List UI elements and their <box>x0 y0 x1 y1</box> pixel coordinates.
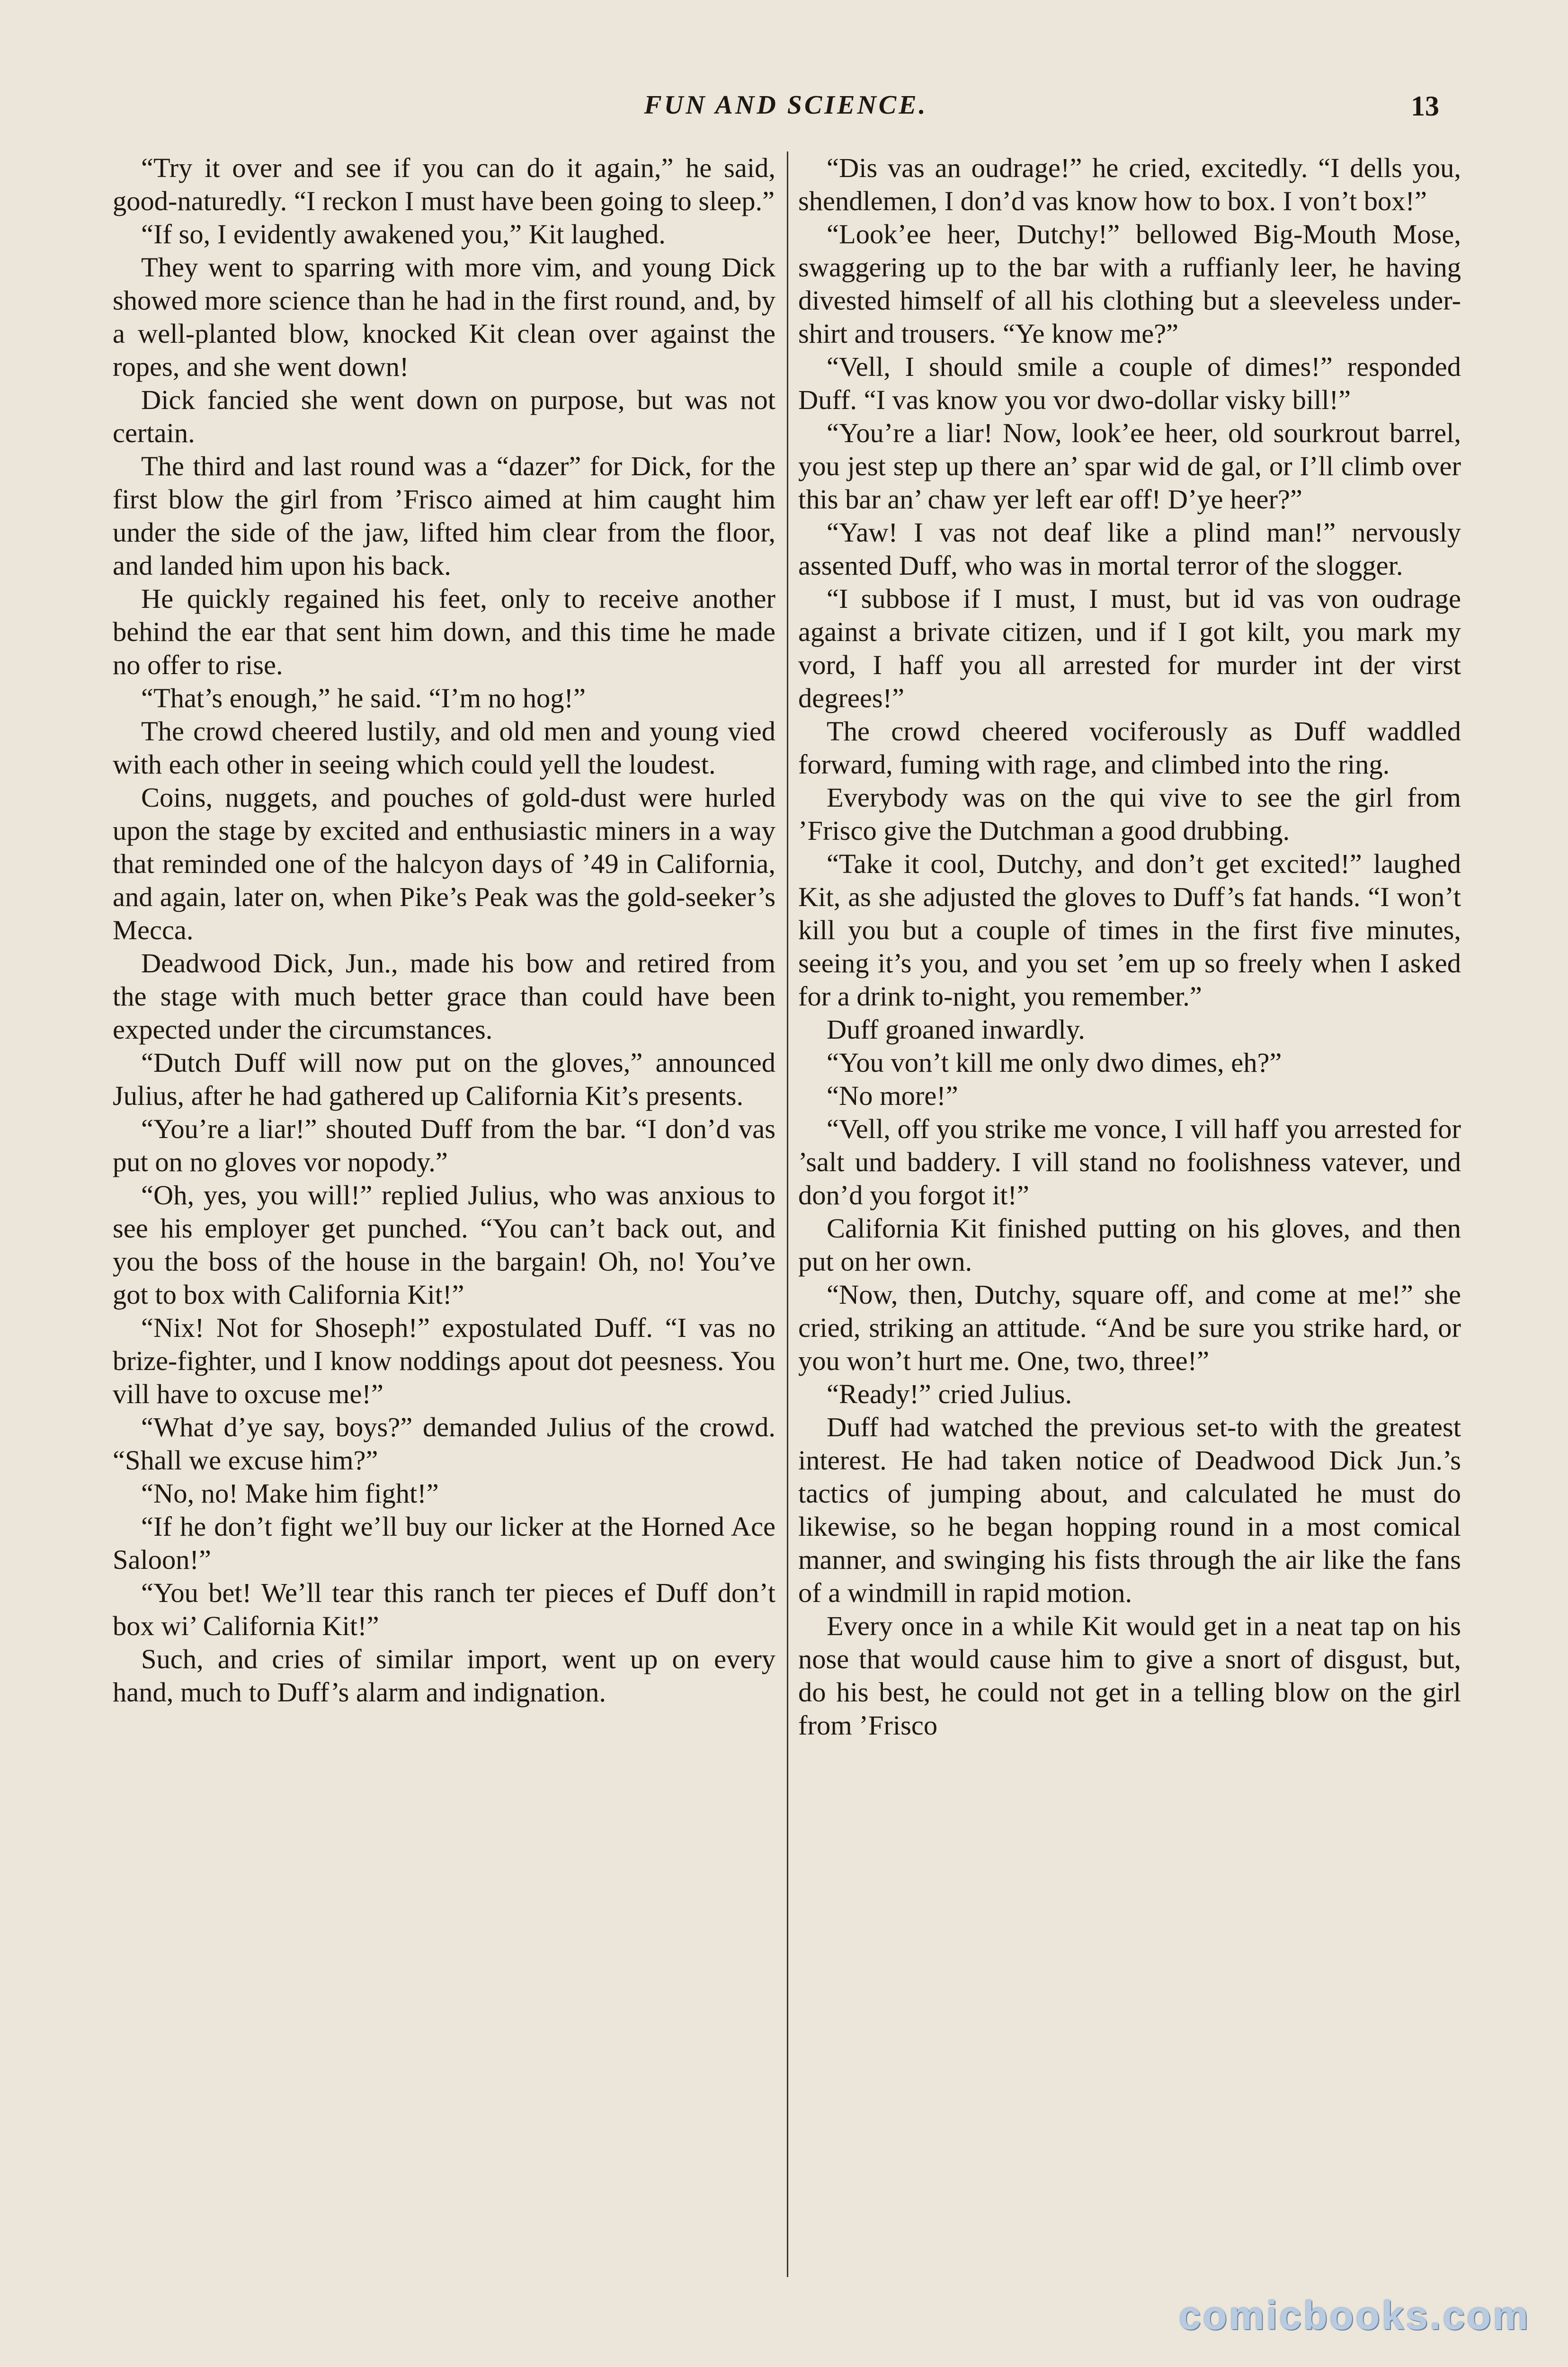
paragraph: Duff groaned inwardly. <box>827 1014 1085 1045</box>
paragraph: Every once in a while Kit would get in a neat tap on his nose that would cause him to give a snort of disgust, but, do his best, he could not get in a telling blow on the girl from ’Frisco <box>798 1611 1461 1741</box>
paragraph: Such, and cries of similar import, went up on every hand, much to Duff’s alarm and indignation. <box>113 1644 775 1708</box>
paragraph: Everybody was on the qui vive to see the girl from ’Frisco give the Dutchman a good drubbing. <box>798 782 1461 846</box>
paragraph: “You’re a liar!” shouted Duff from the bar. “I don’d vas put on no gloves vor nopody.” <box>113 1113 775 1177</box>
paragraph: “Yaw! I vas not deaf like a plind man!” nervously assented Duff, who was in mortal terror of the slogger. <box>798 517 1461 581</box>
running-title: FUN AND SCIENCE. <box>644 90 928 120</box>
page-number: 13 <box>1411 90 1439 122</box>
paragraph: “Ready!” cried Julius. <box>827 1379 1072 1409</box>
paragraph: “I subbose if I must, I must, but id vas von oudrage against a brivate citizen, und if I got kilt, you mark my vord, I haff you all arrested for murder int der virst degrees!” <box>798 583 1461 713</box>
paragraph: Dick fancied she went down on purpose, but was not certain. <box>113 384 775 448</box>
paragraph: “Nix! Not for Shoseph!” expostulated Duff. “I vas no brize-fighter, und I know noddings apout dot peesness. You vill have to oxcuse me!” <box>113 1312 775 1409</box>
paragraph: “You’re a liar! Now, look’ee heer, old sourkrout barrel, you jest step up there an’ spar wid de gal, or I’ll climb over this bar an’ chaw yer left ear off! D’ye heer?” <box>798 418 1461 515</box>
column-divider <box>787 151 788 2277</box>
paragraph: “If so, I evidently awakened you,” Kit laughed. <box>141 219 666 249</box>
paragraph: “Take it cool, Dutchy, and don’t get excited!” laughed Kit, as she adjusted the gloves to Duff’s fat hands. “I won’t kill you but a couple of times in the first five minutes, seeing it’s you, and you set ’em up so freely when I asked for a drink to-night, you remember.” <box>798 848 1461 1012</box>
page-header <box>114 90 1458 123</box>
paragraph: He quickly regained his feet, only to receive another behind the ear that sent him down, and this time he made no offer to rise. <box>113 583 775 680</box>
paragraph: They went to sparring with more vim, and young Dick showed more science than he had in the first round, and, by a well-planted blow, knocked Kit clean over against the ropes, and she went down! <box>113 252 775 382</box>
left-text-column <box>113 151 775 2291</box>
paragraph: “Vell, off you strike me vonce, I vill haff you arrested for ’salt und baddery. I vill stand no foolishness vatever, und don’d you forgot it!” <box>798 1113 1461 1210</box>
paragraph: “That’s enough,” he said. “I’m no hog!” <box>141 683 586 713</box>
paragraph: The third and last round was a “dazer” for Dick, for the first blow the girl from ’Frisco aimed at him caught him under the side of the jaw, lifted him clear from the floor, and landed him upon his back. <box>113 451 775 581</box>
paragraph: “Look’ee heer, Dutchy!” bellowed Big-Mouth Mose, swaggering up to the bar with a ruffianly leer, he having divested himself of all his clothing but a sleeveless under-shirt and trousers. “Ye know me?” <box>798 219 1461 349</box>
paragraph: “What d’ye say, boys?” demanded Julius of the crowd. “Shall we excuse him?” <box>113 1412 775 1476</box>
paragraph: The crowd cheered vociferously as Duff waddled forward, fuming with rage, and climbed into the ring. <box>798 716 1461 780</box>
paragraph: “Oh, yes, you will!” replied Julius, who was anxious to see his employer get punched. “You can’t back out, and you the boss of the house in the bargain! Oh, no! You’ve got to box with California Kit!” <box>113 1180 775 1310</box>
paragraph: “You von’t kill me only dwo dimes, eh?” <box>827 1047 1282 1078</box>
paragraph: “Try it over and see if you can do it again,” he said, good-naturedly. “I reckon I must have been going to sleep.” <box>113 152 775 216</box>
paragraph: California Kit finished putting on his gloves, and then put on her own. <box>798 1213 1461 1277</box>
paragraph: “Vell, I should smile a couple of dimes!” responded Duff. “I vas know you vor dwo-dollar visky bill!” <box>798 351 1461 415</box>
paragraph: “Now, then, Dutchy, square off, and come at me!” she cried, striking an attitude. “And be sure you strike hard, or you won’t hurt me. One, two, three!” <box>798 1279 1461 1376</box>
paragraph: “Dutch Duff will now put on the gloves,” announced Julius, after he had gathered up California Kit’s presents. <box>113 1047 775 1111</box>
watermark: comicbooks.com <box>1178 2293 1530 2338</box>
paragraph: The crowd cheered lustily, and old men and young vied with each other in seeing which could yell the loudest. <box>113 716 775 780</box>
paragraph: “Dis vas an oudrage!” he cried, excitedly. “I dells you, shendlemen, I don’d vas know how to box. I von’t box!” <box>798 152 1461 216</box>
right-text-column <box>798 151 1461 2291</box>
paragraph: Coins, nuggets, and pouches of gold-dust were hurled upon the stage by excited and enthusiastic miners in a way that reminded one of the halcyon days of ’49 in California, and again, later on, when Pike’s Peak was the gold-seeker’s Mecca. <box>113 782 775 945</box>
paragraph: “No more!” <box>827 1080 958 1111</box>
paragraph: “You bet! We’ll tear this ranch ter pieces ef Duff don’t box wi’ California Kit!” <box>113 1577 775 1641</box>
paragraph: Deadwood Dick, Jun., made his bow and retired from the stage with much better grace than could have been expected under the circumstances. <box>113 948 775 1045</box>
paragraph: “No, no! Make him fight!” <box>141 1478 439 1509</box>
paragraph: “If he don’t fight we’ll buy our licker at the Horned Ace Saloon!” <box>113 1511 775 1575</box>
paragraph: Duff had watched the previous set-to with the greatest interest. He had taken notice of Deadwood Dick Jun.’s tactics of jumping about, and calculated he must do likewise, so he began hopping round in a most comical manner, and swinging his fists through the air like the fans of a windmill in rapid motion. <box>798 1412 1461 1608</box>
